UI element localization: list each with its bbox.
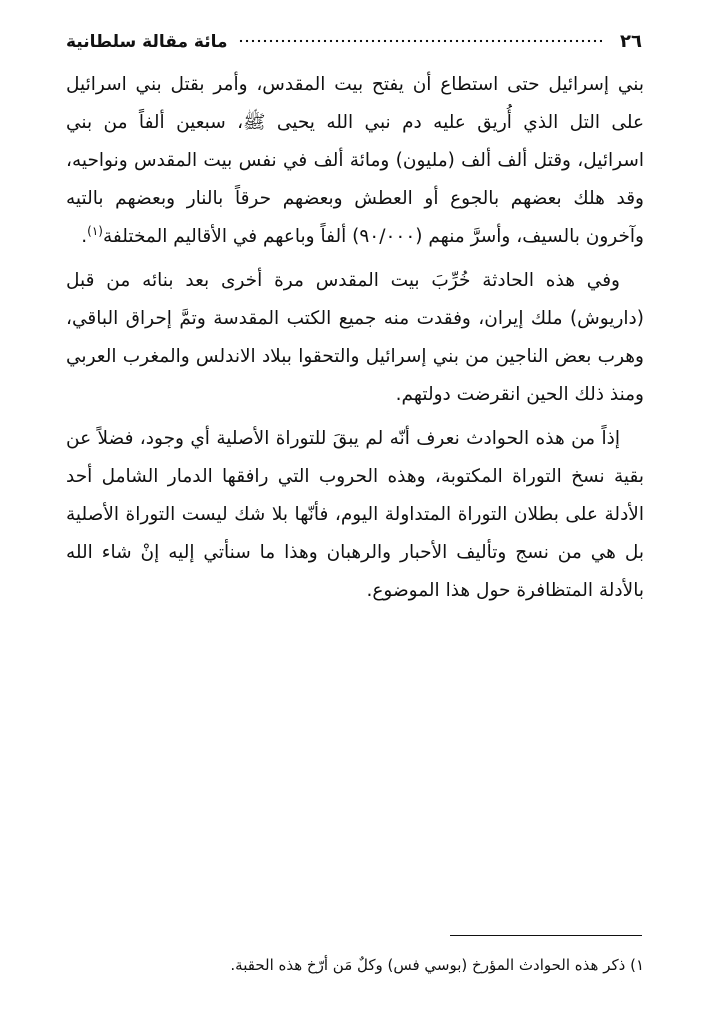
footnote-marker: (١) xyxy=(87,223,103,238)
body-text xyxy=(66,66,644,610)
page-number: ٢٦ xyxy=(620,31,642,52)
footnote-separator xyxy=(450,935,642,936)
footnote: ١) ذكر هذه الحوادث المؤرخ (بوسي فس) وكلٌ مَن أرّخ هذه الحقبة. xyxy=(230,956,644,974)
paragraph-1-end: . xyxy=(81,226,88,247)
paragraph-3: إذاً من هذه الحوادث نعرف أنّه لم يبقَ للتوراة الأصلية أي وجود، فضلاً عن بقية نسخ التوراة المكتوبة، وهذه الحروب التي رافقها الدمار الشامل أحد الأدلة على بطلان التوراة المتداولة اليوم، فأنّها بلا شك ليست التوراة الأصلية بل هي من نسج وتأليف الأحبار والرهبان وهذا ما سنأتي إليه إنْ شاء الله بالأدلة المتظافرة حول هذا الموضوع. xyxy=(66,428,644,601)
running-header xyxy=(66,22,642,52)
book-title: مائة مقالة سلطانية xyxy=(66,32,228,52)
paragraph-1 xyxy=(66,66,644,256)
paragraph-2: وفي هذه الحادثة خُرِّبَ بيت المقدس مرة أخرى بعد بنائه من قبل (داريوش) ملك إيران، وفقدت منه جميع الكتب المقدسة وتمَّ إحراق الباقي، وهرب بعض الناجين من بني إسرائيل والتحقوا ببلاد الاندلس والمغرب العربي ومنذ ذلك الحين انقرضت دولتهم. xyxy=(66,270,644,405)
header-dot-leader xyxy=(238,36,603,46)
paragraph-1-text: بني إسرائيل حتى استطاع أن يفتح بيت المقدس، وأمر بقتل بني اسرائيل على التل الذي أُريق عليه دم نبي الله يحيى ﷺ، سبعين ألفاً من بني اسرائيل، وقتل ألف ألف (مليون) ومائة ألف في نفس بيت المقدس ونواحيه، وقد هلك بعضهم بالجوع أو العطش وبعضهم حرقاً بالنار وبعضهم بالتيه وآخرون بالسيف، وأسرَّ منهم (٩٠/٠٠٠) ألفاً وباعهم في الأقاليم المختلفة xyxy=(66,74,644,247)
